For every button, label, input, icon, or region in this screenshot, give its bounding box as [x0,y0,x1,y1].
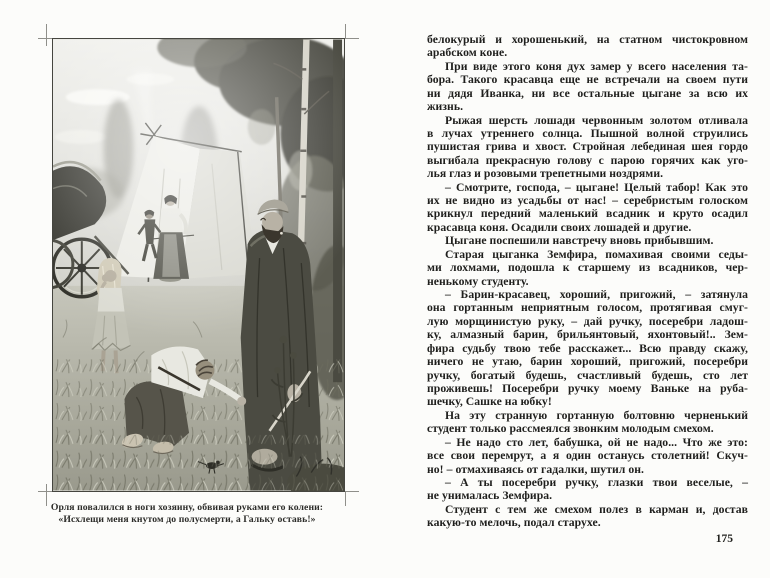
text-line: какую-то мелочь, подал старухе. [427,516,601,530]
text-line: На эту странную гортанную болтовню черненький [445,408,748,422]
illustration-plate [52,38,345,492]
text-line: фира судьбу твою тебе расскажет... Всю правду скажу, [427,341,748,355]
illustration-caption [22,502,352,525]
text-line: ручку, богатый будешь, счастливый будешь, сто лет [427,368,748,382]
text-line: шечку, Сашке на юбку! [427,395,552,409]
crop-mark [38,491,52,492]
text-line: лую морщинистую руку, – дай ручку, посеребри ладош- [427,314,748,328]
crop-mark [345,24,346,38]
text-line: пушистая грива и хвост. Стройная лебединая шея гордо [427,140,748,154]
body-text [427,33,748,530]
text-line: арабском коне. [427,46,508,60]
caption-line-2: «Исхлещи меня кнутом до полусмерти, а Гальку оставь!» [58,513,316,525]
text-line: Студент с тем же смехом полез в карман и, достав [445,502,748,516]
text-line: ми лохмами, подошла к старшему из всадников, чер- [427,261,748,275]
text-line: – Смотрите, господа, – цыгане! Целый табор! Как это [445,180,748,194]
text-line: студент только рассмеялся звонким молодым смехом. [427,422,714,436]
grass-front [53,435,344,491]
page-number: 175 [715,533,733,545]
text-line: – Барин-красавец, хороший, пригожий, – затянула [445,288,748,302]
text-line: ни дядя Иванка, ни все остальные цыгане за всю их [427,86,748,100]
text-line: выгибала прекрасную голову с парою горячих как уго- [427,153,748,167]
text-line: Старая цыганка Земфира, помахивая своими седы- [445,247,748,261]
text-line: бора. Такого красавца еще не встречали на своем пути [427,73,748,87]
crop-mark [345,38,359,39]
text-line: все свои перемрут, а я один останусь столетний! Скуч- [427,449,748,463]
text-line: ненькому студенту. [427,274,529,288]
crop-mark [38,38,52,39]
text-line: – Не надо сто лет, бабушка, ой не надо... Что же это: [445,435,748,449]
text-line: При виде этого коня дух замер у всего населения та- [445,59,748,73]
text-line: проживешь! Посеребри ручку моему Ваньке на руба- [427,381,748,395]
text-line: белокурый и хорошенький, на статном чистокровном [427,33,748,46]
text-line: она гортанным неприятным голосом, протягивая смуг- [427,301,748,315]
text-line: красавца коня. Осадили своих лошадей и другие. [427,220,692,234]
crop-mark [46,24,47,46]
caption-line-1: Орля повалился в ноги хозяину, обвивая руками его колени: [50,502,324,513]
text-line: жизнь. [427,100,464,114]
text-line: но! – отмахиваясь от гадалки, шутил он. [427,462,645,476]
text-line: крикнул передний маленький всадник и круто осадил [427,207,748,221]
text-line: Цыгане поспешили навстречу вновь прибывшим. [445,234,714,248]
text-line: ку, алмазный барин, брильянтовый, яхонтовый!.. Зем- [427,328,748,342]
text-line: в лучах утреннего солнца. Пышной волной струились [427,126,748,140]
text-line: ничего не утаю, барин хороший, пригожий, посеребри [427,355,748,369]
crop-mark [345,491,359,492]
text-line: их не видно из усадьбы от нас! – серебристым голоском [427,194,748,208]
text-line: лья глаз и розовыми трепетными ноздрями. [427,167,664,181]
text-line: Рыжая шерсть лошади червонным золотом отливала [445,113,748,127]
text-line: – А ты посеребри ручку, глазки твои веселые, – [445,475,748,489]
text-line: не унималась Земфира. [427,489,553,503]
gypsy-camp-illustration [53,39,344,491]
